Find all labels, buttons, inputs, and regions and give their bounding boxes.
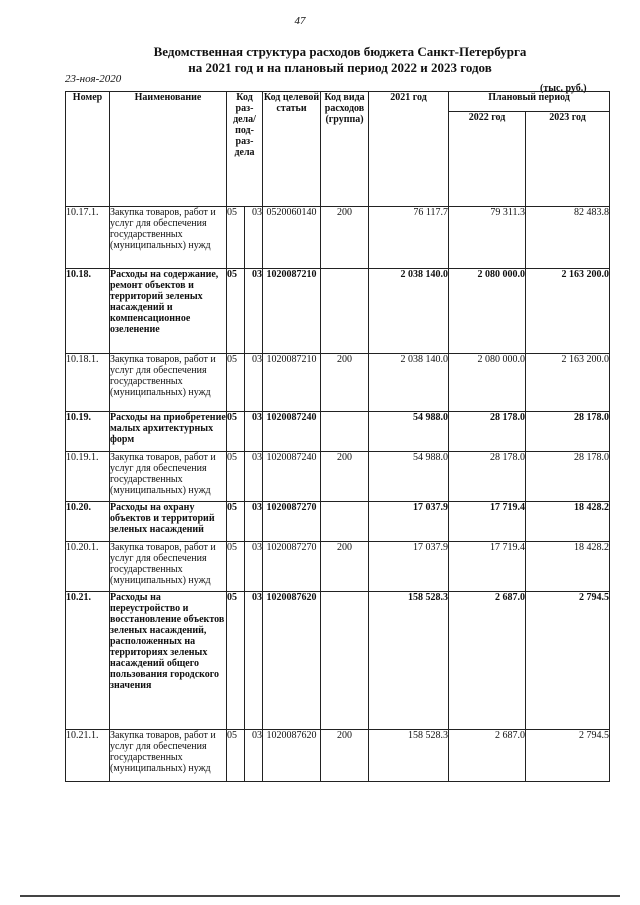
header-2023: 2023 год [526, 112, 610, 207]
header-number: Номер [66, 92, 110, 207]
row-vid-rashodov [321, 592, 369, 730]
row-celevaya-statya: 1020087210 [263, 269, 321, 354]
row-number: 10.17.1. [66, 207, 110, 269]
row-amount-2022: 79 311.3 [449, 207, 526, 269]
row-razdel: 05 [227, 502, 245, 542]
row-podrazdel: 03 [245, 354, 263, 412]
row-celevaya-statya: 1020087270 [263, 542, 321, 592]
document-date: 23-ноя-2020 [65, 73, 122, 85]
row-number: 10.20. [66, 502, 110, 542]
row-amount-2022: 17 719.4 [449, 502, 526, 542]
row-celevaya-statya: 1020087210 [263, 354, 321, 412]
table-body [66, 207, 610, 782]
row-amount-2021: 17 037.9 [369, 542, 449, 592]
header-2021: 2021 год [369, 92, 449, 207]
row-amount-2021: 76 117.7 [369, 207, 449, 269]
row-amount-2022: 2 080 000.0 [449, 269, 526, 354]
row-vid-rashodov: 200 [321, 542, 369, 592]
row-amount-2021: 2 038 140.0 [369, 269, 449, 354]
row-podrazdel: 03 [245, 269, 263, 354]
row-podrazdel: 03 [245, 207, 263, 269]
row-vid-rashodov [321, 269, 369, 354]
row-number: 10.18. [66, 269, 110, 354]
row-razdel: 05 [227, 592, 245, 730]
table-row [66, 502, 610, 542]
row-amount-2021: 2 038 140.0 [369, 354, 449, 412]
row-number: 10.20.1. [66, 542, 110, 592]
row-celevaya-statya: 1020087270 [263, 502, 321, 542]
row-amount-2023: 2 794.5 [526, 730, 610, 782]
row-name: Расходы на охрану объектов и территорий зеленых насаждений [110, 502, 227, 542]
row-podrazdel: 03 [245, 592, 263, 730]
title-line-1: Ведомственная структура расходов бюджета Санкт-Петербурга [153, 44, 527, 59]
row-razdel: 05 [227, 542, 245, 592]
row-podrazdel: 03 [245, 502, 263, 542]
row-number: 10.21.1. [66, 730, 110, 782]
row-amount-2023: 28 178.0 [526, 452, 610, 502]
row-amount-2022: 2 687.0 [449, 730, 526, 782]
row-amount-2023: 18 428.2 [526, 542, 610, 592]
budget-table [65, 91, 610, 782]
row-vid-rashodov: 200 [321, 354, 369, 412]
row-amount-2021: 158 528.3 [369, 592, 449, 730]
row-number: 10.19.1. [66, 452, 110, 502]
row-vid-rashodov: 200 [321, 730, 369, 782]
row-amount-2022: 2 080 000.0 [449, 354, 526, 412]
row-amount-2023: 82 483.8 [526, 207, 610, 269]
header-celevoy: Код целевой статьи [263, 92, 321, 207]
units-label: (тыс. руб.) [540, 83, 587, 94]
table-row [66, 592, 610, 730]
table-row [66, 452, 610, 502]
table-row [66, 542, 610, 592]
row-amount-2021: 54 988.0 [369, 412, 449, 452]
row-amount-2021: 54 988.0 [369, 452, 449, 502]
row-number: 10.21. [66, 592, 110, 730]
row-number: 10.19. [66, 412, 110, 452]
footer-divider [20, 895, 620, 897]
row-razdel: 05 [227, 412, 245, 452]
table-row [66, 730, 610, 782]
row-razdel: 05 [227, 269, 245, 354]
page-number: 47 [294, 15, 306, 27]
header-razdel: Код раз-дела/ под-раз-дела [227, 92, 263, 207]
row-amount-2022: 28 178.0 [449, 452, 526, 502]
row-podrazdel: 03 [245, 452, 263, 502]
row-razdel: 05 [227, 452, 245, 502]
table-row [66, 412, 610, 452]
header-name: Наименование [110, 92, 227, 207]
row-amount-2023: 28 178.0 [526, 412, 610, 452]
row-number: 10.18.1. [66, 354, 110, 412]
row-amount-2021: 17 037.9 [369, 502, 449, 542]
row-name: Закупка товаров, работ и услуг для обеспечения государственных (муниципальных) нужд [110, 354, 227, 412]
row-amount-2023: 2 794.5 [526, 592, 610, 730]
row-vid-rashodov [321, 412, 369, 452]
row-amount-2022: 2 687.0 [449, 592, 526, 730]
header-2022: 2022 год [449, 112, 526, 207]
row-podrazdel: 03 [245, 730, 263, 782]
row-podrazdel: 03 [245, 412, 263, 452]
row-celevaya-statya: 1020087620 [263, 730, 321, 782]
title-line-2: на 2021 год и на плановый период 2022 и 2023 годов [188, 60, 492, 75]
row-name: Закупка товаров, работ и услуг для обеспечения государственных (муниципальных) нужд [110, 542, 227, 592]
table-row [66, 354, 610, 412]
row-amount-2023: 2 163 200.0 [526, 269, 610, 354]
row-vid-rashodov [321, 502, 369, 542]
row-amount-2023: 2 163 200.0 [526, 354, 610, 412]
row-razdel: 05 [227, 207, 245, 269]
row-amount-2021: 158 528.3 [369, 730, 449, 782]
row-podrazdel: 03 [245, 542, 263, 592]
row-vid-rashodov: 200 [321, 452, 369, 502]
row-celevaya-statya: 1020087620 [263, 592, 321, 730]
row-razdel: 05 [227, 354, 245, 412]
row-razdel: 05 [227, 730, 245, 782]
row-name: Закупка товаров, работ и услуг для обеспечения государственных (муниципальных) нужд [110, 207, 227, 269]
row-name: Расходы на приобретение малых архитектурных форм [110, 412, 227, 452]
row-name: Закупка товаров, работ и услуг для обеспечения государственных (муниципальных) нужд [110, 730, 227, 782]
header-vid: Код вида расходов (группа) [321, 92, 369, 207]
row-amount-2023: 18 428.2 [526, 502, 610, 542]
row-name: Расходы на переустройство и восстановление объектов зеленых насаждений, расположенных на территориях зеленых насаждений общего пользования городского значения [110, 592, 227, 730]
row-amount-2022: 28 178.0 [449, 412, 526, 452]
table-row [66, 269, 610, 354]
row-celevaya-statya: 0520060140 [263, 207, 321, 269]
row-name: Закупка товаров, работ и услуг для обеспечения государственных (муниципальных) нужд [110, 452, 227, 502]
row-vid-rashodov: 200 [321, 207, 369, 269]
header-plan-period: Плановый период [449, 92, 610, 112]
row-celevaya-statya: 1020087240 [263, 452, 321, 502]
row-celevaya-statya: 1020087240 [263, 412, 321, 452]
table-row [66, 207, 610, 269]
row-amount-2022: 17 719.4 [449, 542, 526, 592]
document-title [120, 44, 560, 76]
row-name: Расходы на содержание, ремонт объектов и территорий зеленых насаждений и компенсационное озеленение [110, 269, 227, 354]
